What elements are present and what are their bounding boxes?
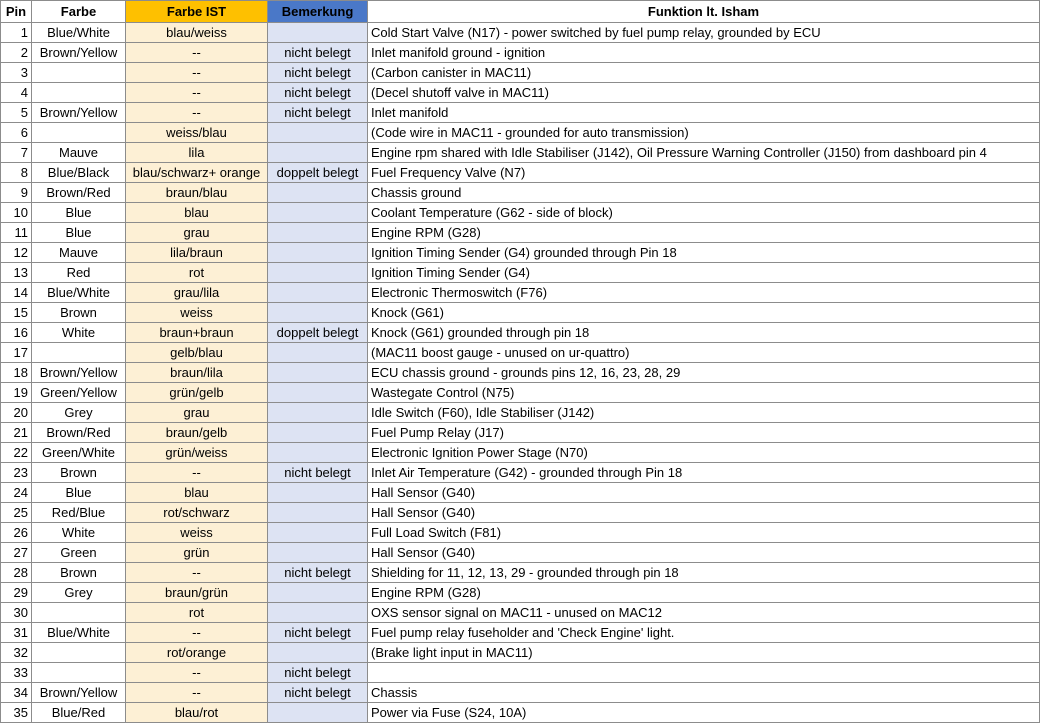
- pin-cell: 15: [1, 303, 32, 323]
- farbe-cell: Mauve: [32, 243, 126, 263]
- farbe-ist-cell: rot/orange: [126, 643, 268, 663]
- table-row: [1, 63, 1040, 83]
- farbe-ist-cell: braun/lila: [126, 363, 268, 383]
- funktion-cell: Engine rpm shared with Idle Stabiliser (J142), Oil Pressure Warning Controller (J150) from dashboard pin 4: [368, 143, 1040, 163]
- header-row: [1, 1, 1040, 23]
- table-row: [1, 683, 1040, 703]
- farbe-ist-cell: --: [126, 83, 268, 103]
- farbe-ist-cell: rot: [126, 603, 268, 623]
- table-row: [1, 223, 1040, 243]
- farbe-cell: Blue/White: [32, 623, 126, 643]
- farbe-cell: Blue/Red: [32, 703, 126, 723]
- bemerkung-cell: [268, 183, 368, 203]
- pin-cell: 9: [1, 183, 32, 203]
- table-row: [1, 403, 1040, 423]
- table-row: [1, 463, 1040, 483]
- bemerkung-cell: nicht belegt: [268, 103, 368, 123]
- bemerkung-cell: nicht belegt: [268, 43, 368, 63]
- farbe-ist-cell: lila/braun: [126, 243, 268, 263]
- funktion-cell: Ignition Timing Sender (G4) grounded through Pin 18: [368, 243, 1040, 263]
- bemerkung-cell: [268, 543, 368, 563]
- farbe-ist-cell: --: [126, 63, 268, 83]
- funktion-cell: Hall Sensor (G40): [368, 483, 1040, 503]
- pin-cell: 31: [1, 623, 32, 643]
- farbe-ist-cell: blau/rot: [126, 703, 268, 723]
- bemerkung-cell: nicht belegt: [268, 663, 368, 683]
- table-row: [1, 103, 1040, 123]
- pin-cell: 11: [1, 223, 32, 243]
- farbe-cell: [32, 123, 126, 143]
- bemerkung-cell: [268, 523, 368, 543]
- bemerkung-cell: doppelt belegt: [268, 163, 368, 183]
- pin-cell: 22: [1, 443, 32, 463]
- pin-cell: 14: [1, 283, 32, 303]
- pin-cell: 10: [1, 203, 32, 223]
- bemerkung-cell: [268, 583, 368, 603]
- pin-cell: 25: [1, 503, 32, 523]
- bemerkung-cell: [268, 643, 368, 663]
- farbe-cell: [32, 603, 126, 623]
- funktion-cell: Full Load Switch (F81): [368, 523, 1040, 543]
- table-row: [1, 643, 1040, 663]
- bemerkung-cell: doppelt belegt: [268, 323, 368, 343]
- farbe-ist-cell: blau: [126, 203, 268, 223]
- header-funktion: Funktion lt. Isham: [368, 1, 1040, 23]
- farbe-cell: White: [32, 323, 126, 343]
- funktion-cell: Engine RPM (G28): [368, 583, 1040, 603]
- funktion-cell: (Code wire in MAC11 - grounded for auto transmission): [368, 123, 1040, 143]
- pin-cell: 17: [1, 343, 32, 363]
- funktion-cell: Power via Fuse (S24, 10A): [368, 703, 1040, 723]
- pin-cell: 1: [1, 23, 32, 43]
- table-row: [1, 483, 1040, 503]
- farbe-cell: [32, 663, 126, 683]
- table-row: [1, 203, 1040, 223]
- bemerkung-cell: [268, 203, 368, 223]
- table-row: [1, 183, 1040, 203]
- pin-cell: 8: [1, 163, 32, 183]
- table-row: [1, 243, 1040, 263]
- farbe-cell: Brown/Yellow: [32, 43, 126, 63]
- funktion-cell: [368, 663, 1040, 683]
- farbe-ist-cell: rot: [126, 263, 268, 283]
- pin-cell: 32: [1, 643, 32, 663]
- farbe-cell: Brown: [32, 463, 126, 483]
- bemerkung-cell: nicht belegt: [268, 683, 368, 703]
- funktion-cell: Engine RPM (G28): [368, 223, 1040, 243]
- funktion-cell: Inlet Air Temperature (G42) - grounded through Pin 18: [368, 463, 1040, 483]
- farbe-cell: Grey: [32, 403, 126, 423]
- funktion-cell: Idle Switch (F60), Idle Stabiliser (J142): [368, 403, 1040, 423]
- bemerkung-cell: nicht belegt: [268, 63, 368, 83]
- farbe-cell: Blue: [32, 223, 126, 243]
- farbe-cell: Blue/White: [32, 23, 126, 43]
- farbe-ist-cell: grün/gelb: [126, 383, 268, 403]
- farbe-ist-cell: --: [126, 463, 268, 483]
- table-row: [1, 263, 1040, 283]
- table-row: [1, 43, 1040, 63]
- farbe-ist-cell: grau: [126, 223, 268, 243]
- farbe-ist-cell: blau: [126, 483, 268, 503]
- table-row: [1, 383, 1040, 403]
- bemerkung-cell: nicht belegt: [268, 563, 368, 583]
- table-row: [1, 623, 1040, 643]
- bemerkung-cell: [268, 423, 368, 443]
- pin-cell: 20: [1, 403, 32, 423]
- farbe-cell: Blue/Black: [32, 163, 126, 183]
- farbe-ist-cell: --: [126, 563, 268, 583]
- bemerkung-cell: [268, 303, 368, 323]
- pin-cell: 13: [1, 263, 32, 283]
- farbe-cell: Blue: [32, 203, 126, 223]
- funktion-cell: ECU chassis ground - grounds pins 12, 16, 23, 28, 29: [368, 363, 1040, 383]
- funktion-cell: Ignition Timing Sender (G4): [368, 263, 1040, 283]
- pin-cell: 23: [1, 463, 32, 483]
- funktion-cell: Inlet manifold ground - ignition: [368, 43, 1040, 63]
- header-farbe: Farbe: [32, 1, 126, 23]
- farbe-ist-cell: gelb/blau: [126, 343, 268, 363]
- farbe-ist-cell: --: [126, 43, 268, 63]
- farbe-ist-cell: --: [126, 103, 268, 123]
- funktion-cell: Hall Sensor (G40): [368, 543, 1040, 563]
- funktion-cell: Inlet manifold: [368, 103, 1040, 123]
- table-row: [1, 143, 1040, 163]
- pin-cell: 29: [1, 583, 32, 603]
- farbe-cell: Red: [32, 263, 126, 283]
- header-farbe-ist: Farbe IST: [126, 1, 268, 23]
- table-row: [1, 703, 1040, 723]
- table-row: [1, 123, 1040, 143]
- pin-cell: 3: [1, 63, 32, 83]
- farbe-ist-cell: braun+braun: [126, 323, 268, 343]
- bemerkung-cell: nicht belegt: [268, 463, 368, 483]
- table-row: [1, 663, 1040, 683]
- farbe-cell: [32, 643, 126, 663]
- funktion-cell: (Carbon canister in MAC11): [368, 63, 1040, 83]
- table-row: [1, 443, 1040, 463]
- funktion-cell: OXS sensor signal on MAC11 - unused on MAC12: [368, 603, 1040, 623]
- table-row: [1, 603, 1040, 623]
- funktion-cell: (Brake light input in MAC11): [368, 643, 1040, 663]
- bemerkung-cell: [268, 443, 368, 463]
- pin-cell: 4: [1, 83, 32, 103]
- pin-cell: 5: [1, 103, 32, 123]
- table-row: [1, 83, 1040, 103]
- table-row: [1, 323, 1040, 343]
- farbe-ist-cell: --: [126, 623, 268, 643]
- bemerkung-cell: [268, 143, 368, 163]
- farbe-cell: White: [32, 523, 126, 543]
- farbe-ist-cell: weiss/blau: [126, 123, 268, 143]
- farbe-cell: Brown: [32, 563, 126, 583]
- header-bemerkung: Bemerkung: [268, 1, 368, 23]
- farbe-ist-cell: braun/blau: [126, 183, 268, 203]
- farbe-cell: [32, 343, 126, 363]
- table-row: [1, 23, 1040, 43]
- farbe-cell: Brown/Red: [32, 183, 126, 203]
- table-row: [1, 303, 1040, 323]
- table-body: [1, 23, 1040, 723]
- bemerkung-cell: nicht belegt: [268, 623, 368, 643]
- farbe-cell: Grey: [32, 583, 126, 603]
- farbe-ist-cell: rot/schwarz: [126, 503, 268, 523]
- funktion-cell: Fuel Pump Relay (J17): [368, 423, 1040, 443]
- bemerkung-cell: [268, 383, 368, 403]
- table-row: [1, 543, 1040, 563]
- funktion-cell: Chassis ground: [368, 183, 1040, 203]
- pin-cell: 26: [1, 523, 32, 543]
- pin-cell: 18: [1, 363, 32, 383]
- table-row: [1, 523, 1040, 543]
- pin-cell: 24: [1, 483, 32, 503]
- farbe-cell: [32, 63, 126, 83]
- bemerkung-cell: [268, 603, 368, 623]
- pin-cell: 2: [1, 43, 32, 63]
- pin-cell: 7: [1, 143, 32, 163]
- farbe-cell: Blue/White: [32, 283, 126, 303]
- farbe-ist-cell: --: [126, 663, 268, 683]
- farbe-ist-cell: grün/weiss: [126, 443, 268, 463]
- farbe-ist-cell: grau: [126, 403, 268, 423]
- bemerkung-cell: [268, 123, 368, 143]
- farbe-ist-cell: weiss: [126, 523, 268, 543]
- pin-cell: 16: [1, 323, 32, 343]
- bemerkung-cell: [268, 703, 368, 723]
- pin-cell: 21: [1, 423, 32, 443]
- table-row: [1, 583, 1040, 603]
- bemerkung-cell: [268, 503, 368, 523]
- funktion-cell: Fuel Frequency Valve (N7): [368, 163, 1040, 183]
- funktion-cell: Chassis: [368, 683, 1040, 703]
- funktion-cell: Coolant Temperature (G62 - side of block): [368, 203, 1040, 223]
- header-pin: Pin: [1, 1, 32, 23]
- table-row: [1, 563, 1040, 583]
- funktion-cell: Fuel pump relay fuseholder and 'Check Engine' light.: [368, 623, 1040, 643]
- farbe-cell: Green/White: [32, 443, 126, 463]
- farbe-cell: Brown/Yellow: [32, 103, 126, 123]
- farbe-cell: [32, 83, 126, 103]
- table-row: [1, 503, 1040, 523]
- farbe-cell: Brown/Yellow: [32, 683, 126, 703]
- pin-cell: 34: [1, 683, 32, 703]
- farbe-cell: Blue: [32, 483, 126, 503]
- pin-cell: 30: [1, 603, 32, 623]
- farbe-ist-cell: grau/lila: [126, 283, 268, 303]
- pin-cell: 19: [1, 383, 32, 403]
- farbe-cell: Green/Yellow: [32, 383, 126, 403]
- bemerkung-cell: [268, 263, 368, 283]
- funktion-cell: Cold Start Valve (N17) - power switched by fuel pump relay, grounded by ECU: [368, 23, 1040, 43]
- farbe-cell: Brown/Yellow: [32, 363, 126, 383]
- bemerkung-cell: [268, 243, 368, 263]
- pin-cell: 28: [1, 563, 32, 583]
- funktion-cell: Hall Sensor (G40): [368, 503, 1040, 523]
- table-row: [1, 423, 1040, 443]
- farbe-ist-cell: braun/gelb: [126, 423, 268, 443]
- farbe-ist-cell: --: [126, 683, 268, 703]
- farbe-ist-cell: weiss: [126, 303, 268, 323]
- bemerkung-cell: [268, 283, 368, 303]
- farbe-ist-cell: grün: [126, 543, 268, 563]
- farbe-cell: Brown: [32, 303, 126, 323]
- pin-cell: 6: [1, 123, 32, 143]
- farbe-ist-cell: blau/weiss: [126, 23, 268, 43]
- funktion-cell: Knock (G61) grounded through pin 18: [368, 323, 1040, 343]
- funktion-cell: (Decel shutoff valve in MAC11): [368, 83, 1040, 103]
- pin-cell: 35: [1, 703, 32, 723]
- table-row: [1, 283, 1040, 303]
- bemerkung-cell: [268, 23, 368, 43]
- pin-cell: 27: [1, 543, 32, 563]
- farbe-cell: Red/Blue: [32, 503, 126, 523]
- bemerkung-cell: [268, 343, 368, 363]
- bemerkung-cell: [268, 223, 368, 243]
- farbe-ist-cell: lila: [126, 143, 268, 163]
- table-row: [1, 163, 1040, 183]
- pin-cell: 33: [1, 663, 32, 683]
- bemerkung-cell: [268, 483, 368, 503]
- funktion-cell: Electronic Ignition Power Stage (N70): [368, 443, 1040, 463]
- bemerkung-cell: [268, 403, 368, 423]
- farbe-cell: Brown/Red: [32, 423, 126, 443]
- funktion-cell: Wastegate Control (N75): [368, 383, 1040, 403]
- farbe-cell: Mauve: [32, 143, 126, 163]
- farbe-ist-cell: braun/grün: [126, 583, 268, 603]
- funktion-cell: Electronic Thermoswitch (F76): [368, 283, 1040, 303]
- funktion-cell: Knock (G61): [368, 303, 1040, 323]
- bemerkung-cell: nicht belegt: [268, 83, 368, 103]
- table-row: [1, 343, 1040, 363]
- farbe-ist-cell: blau/schwarz+ orange: [126, 163, 268, 183]
- funktion-cell: (MAC11 boost gauge - unused on ur-quattro): [368, 343, 1040, 363]
- pin-cell: 12: [1, 243, 32, 263]
- bemerkung-cell: [268, 363, 368, 383]
- funktion-cell: Shielding for 11, 12, 13, 29 - grounded through pin 18: [368, 563, 1040, 583]
- table-row: [1, 363, 1040, 383]
- farbe-cell: Green: [32, 543, 126, 563]
